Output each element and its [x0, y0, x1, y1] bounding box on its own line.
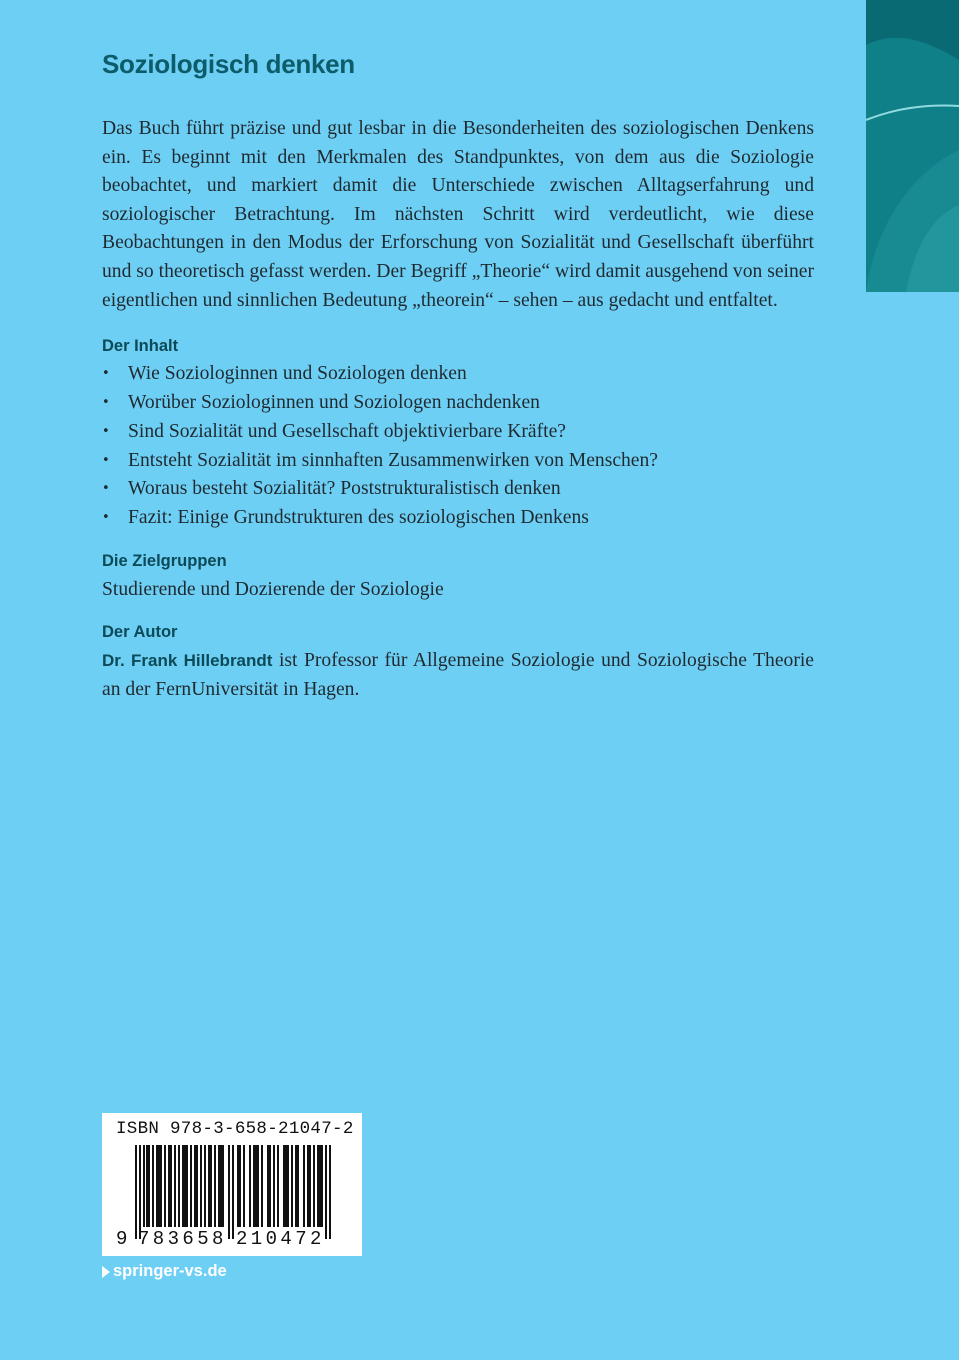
- list-item-text: Fazit: Einige Grundstrukturen des soziologischen Denkens: [128, 507, 589, 529]
- bullet-icon: •: [102, 452, 110, 468]
- audience-heading: Die Zielgruppen: [102, 551, 227, 570]
- author-heading: Der Autor: [102, 622, 178, 641]
- author-bio: [102, 646, 814, 704]
- isbn-number: ISBN 978-3-658-21047-2: [116, 1119, 354, 1139]
- ean-digit-first: 9: [116, 1228, 128, 1250]
- isbn-barcode: [102, 1113, 362, 1256]
- list-item: [102, 389, 814, 418]
- list-item: [102, 447, 814, 476]
- bullet-icon: •: [102, 423, 110, 439]
- ean-digits-left: 783658: [138, 1228, 227, 1250]
- ean-digits-right: 210472: [236, 1228, 325, 1250]
- bullet-icon: •: [102, 481, 110, 497]
- list-item-text: Sind Sozialität und Gesellschaft objektivierbare Kräfte?: [128, 420, 566, 442]
- bullet-icon: •: [102, 510, 110, 526]
- list-item-text: Wie Soziologinnen und Soziologen denken: [128, 363, 467, 385]
- publisher-url: springer-vs.de: [113, 1262, 227, 1280]
- list-item-text: Worüber Soziologinnen und Soziologen nachdenken: [128, 391, 540, 413]
- publisher-link[interactable]: [102, 1262, 227, 1281]
- book-description: Das Buch führt präzise und gut lesbar in die Besonderheiten des soziologischen Denkens ein. Es beginnt mit den Merkmalen des Standpunktes, von dem aus die Soziologie beobachtet, und markiert damit die Unterschiede zwischen Alltagserfahrung und soziologischer Betrachtung. Im nächsten Schritt wird verdeutlicht, wie diese Beobachtungen in den Modus der Erforschung von Sozialität und Gesellschaft überführt und so theoretisch gefasst werden. Der Begriff „Theorie“ wird damit ausgehend von seiner eigentlichen und sinnlichen Bedeutung „theorein“ – sehen – aus gedacht und entfaltet.: [102, 118, 814, 311]
- back-cover-content: [102, 46, 814, 704]
- list-item-text: Entsteht Sozialität im sinnhaften Zusammenwirken von Menschen?: [128, 449, 658, 471]
- author-bio-text: ist Professor für Allgemeine Soziologie und Soziologische Theorie an der FernUniversität in Hagen.: [102, 649, 814, 700]
- audience-text: Studierende und Dozierende der Soziologie: [102, 578, 444, 600]
- list-item: [102, 360, 814, 389]
- list-item: [102, 504, 814, 533]
- bullet-icon: •: [102, 394, 110, 410]
- audience-section: [102, 547, 814, 604]
- author-name: Dr. Frank Hillebrandt: [102, 650, 273, 670]
- contents-section: [102, 332, 814, 533]
- list-item-text: Woraus besteht Sozialität? Poststrukturalistisch denken: [128, 478, 561, 500]
- list-item: [102, 475, 814, 504]
- contents-list: [102, 360, 814, 533]
- contents-heading: Der Inhalt: [102, 337, 179, 356]
- bullet-icon: •: [102, 366, 110, 382]
- book-title: Soziologisch denken: [102, 49, 355, 79]
- cover-corner-artwork: [866, 0, 959, 292]
- author-section: [102, 618, 814, 704]
- list-item: [102, 418, 814, 447]
- triangle-arrow-icon: [102, 1266, 110, 1278]
